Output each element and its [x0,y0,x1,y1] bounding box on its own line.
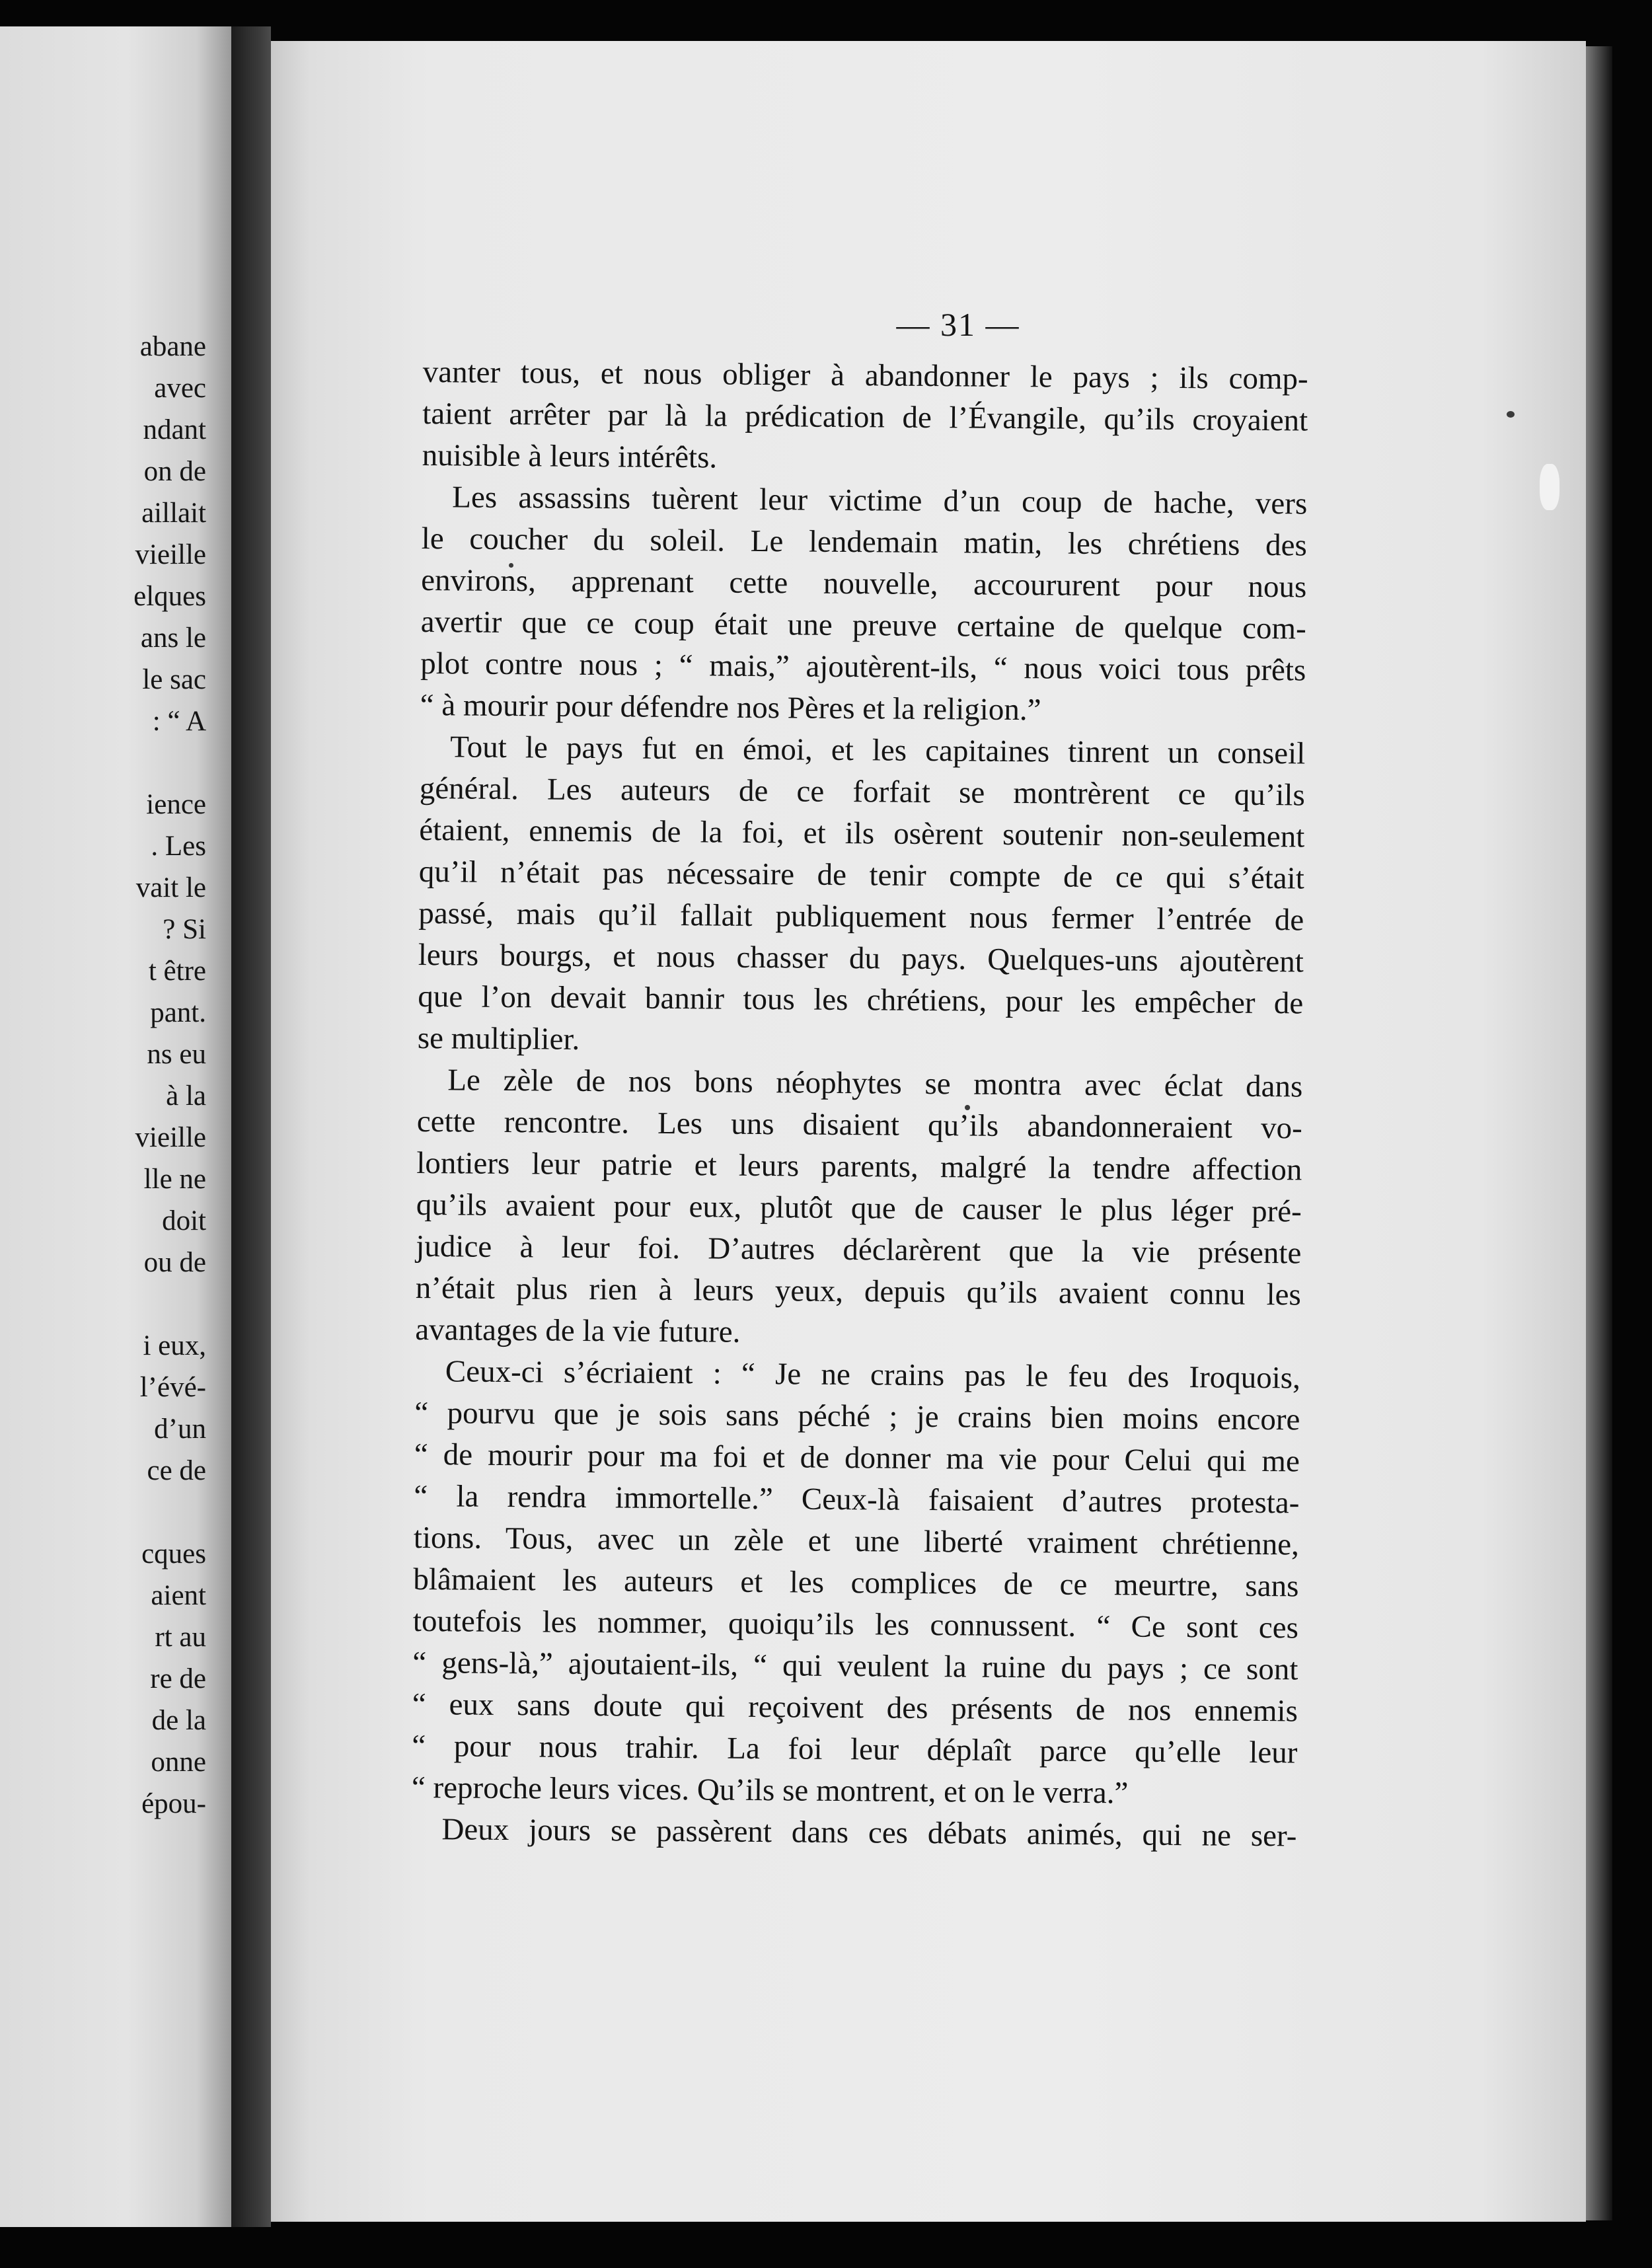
text-line: nuisible à leurs intérêts. [422,437,718,475]
text-line: se multiplier. [417,1020,580,1057]
left-page-line: aillait [141,498,206,529]
text-line: “ gens-là,” ajoutaient-ils, “ qui veulent la ruine du pays ; ce sont [412,1645,1298,1687]
text-line: “ à mourir pour défendre nos Pères et la religion.” [420,687,1041,728]
page-edge-shadow [1586,46,1612,2220]
left-page-line: avec [154,373,206,404]
text-line: “ reproche leurs vices. Qu’ils se montrent, et on le verra.” [411,1770,1129,1811]
text-line: Le zèle de nos bons néophytes se montra avec éclat dans [447,1063,1303,1104]
text-line: le coucher du soleil. Le lendemain matin, les chrétiens des [421,521,1307,563]
left-page-line: i eux, [143,1330,206,1361]
left-page-line: lle ne [143,1164,206,1195]
left-page-line: d’un [154,1414,206,1445]
left-page-line: ce de [147,1455,206,1486]
left-page-line: : “ A [152,706,206,737]
left-page-line: t être [148,956,206,987]
text-line: “ pour nous trahir. La foi leur déplaît parce qu’elle leur [412,1728,1298,1770]
left-page-line: . Les [151,831,206,862]
text-line: “ de mourir pour ma foi et de donner ma vie pour Celui qui me [414,1437,1300,1479]
left-page-line: doit [162,1205,206,1236]
left-page-line: aient [151,1580,206,1611]
left-page-line: onne [151,1747,206,1778]
text-line: n’était plus rien à leurs yeux, depuis qu’ils avaient connu les [415,1270,1302,1312]
left-page-line: rt au [155,1622,206,1653]
text-line: blâmaient les auteurs et les complices de ce meurtre, sans [413,1562,1299,1604]
text-line: judice à leur foi. D’autres déclarèrent que la vie présente [416,1228,1302,1271]
text-line: vanter tous, et nous obliger à abandonner le pays ; ils comp- [422,354,1308,397]
text-line: environs, apprenant cette nouvelle, accoururent pour nous [421,562,1307,605]
left-page-line: le sac [142,664,206,695]
left-page-line: on de [143,456,206,487]
left-page-line: re de [150,1663,206,1694]
text-line: “ pourvu que je sois sans péché ; je crains bien moins encore [414,1395,1300,1437]
text-line: toutefois les nommer, quoiqu’ils les connussent. “ Ce sont ces [412,1603,1299,1645]
previous-page-fragment [0,26,231,2227]
text-line: lontiers leur patrie et leurs parents, malgré la tendre affection [416,1145,1302,1188]
left-page-line: vait le [135,872,206,903]
text-line: qu’ils avaient pour eux, plutôt que de causer le plus léger pré- [416,1187,1302,1229]
text-line: avertir que ce coup était une preuve certaine de quelque com- [420,604,1306,646]
left-page-line: abane [139,331,206,362]
text-line: plot contre nous ; “ mais,” ajoutèrent-ils, “ nous voici tous prêts [420,646,1306,688]
page-body-text [411,352,1586,1860]
text-line: passé, mais qu’il fallait publiquement nous fermer l’entrée de [418,895,1304,938]
text-line: “ eux sans doute qui reçoivent des présents de nos ennemis [412,1686,1298,1729]
text-line: leurs bourgs, et nous chasser du pays. Quelques-uns ajoutèrent [418,937,1304,979]
left-page-line: ou de [143,1247,206,1278]
text-line: Les assassins tuèrent leur victime d’un coup de hache, vers [452,480,1308,521]
left-page-line: cques [141,1538,206,1569]
page-number: — 31 — [896,306,1020,343]
text-line: Ceux-ci s’écriaient : “ Je ne crains pas le feu des Iroquois, [445,1354,1301,1396]
current-page [271,41,1586,2222]
text-line: étaient, ennemis de la foi, et ils osèrent soutenir non-seulement [419,812,1305,854]
left-page-line: vieille [135,1122,206,1153]
text-line: Tout le pays fut en émoi, et les capitaines tinrent un conseil [450,730,1306,771]
left-page-line: ndant [143,414,206,445]
text-line: tions. Tous, avec un zèle et une liberté vraiment chrétienne, [413,1520,1300,1562]
left-page-line: ans le [140,623,206,654]
left-page-line: elques [133,581,206,612]
text-line: général. Les auteurs de ce forfait se montrèrent ce qu’ils [419,771,1305,813]
text-line: avantages de la vie future. [415,1312,741,1349]
left-page-line: ience [146,789,206,820]
text-line: cette rencontre. Les uns disaient qu’ils abandonneraient vo- [416,1104,1303,1146]
left-page-line: l’évé- [139,1372,206,1403]
left-page-line: épou- [141,1788,206,1819]
book-gutter [231,26,271,2227]
text-line: qu’il n’était pas nécessaire de tenir compte de ce qui s’était [418,854,1304,896]
left-page-line: ns eu [147,1039,206,1070]
left-page-line: ? Si [163,914,206,945]
left-page-line: de la [151,1705,206,1736]
left-page-line: vieille [135,539,206,570]
text-line: Deux jours se passèrent dans ces débats animés, qui ne ser- [441,1812,1297,1854]
text-line: taient arrêter par là la prédication de l’Évangile, qu’ils croyaient [422,396,1308,438]
text-line: “ la rendra immortelle.” Ceux-là faisaient d’autres protesta- [414,1478,1300,1521]
text-line: que l’on devait bannir tous les chrétiens, pour les empêcher de [418,979,1304,1021]
left-page-line: à la [166,1080,206,1112]
left-page-line: pant. [150,997,206,1028]
